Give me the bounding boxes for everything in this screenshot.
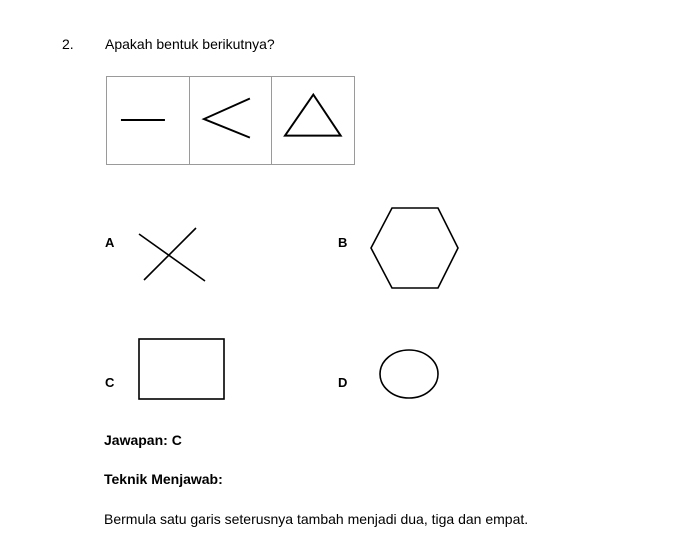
technique-title: Teknik Menjawab: <box>104 471 223 487</box>
sequence-cell-triangle <box>272 77 354 164</box>
sequence-cell-line <box>107 77 190 164</box>
question-text: Apakah bentuk berikutnya? <box>105 36 275 52</box>
answer-text: Jawapan: C <box>104 432 182 448</box>
option-b-letter: B <box>338 235 348 250</box>
sequence-box <box>106 76 355 165</box>
circle-shape-icon <box>376 346 442 402</box>
cross-shape-icon <box>132 224 210 286</box>
triangle-shape-icon <box>272 77 354 164</box>
line-shape-icon <box>107 77 189 164</box>
hexagon-shape-icon <box>366 204 462 292</box>
option-d-letter: D <box>338 375 348 390</box>
technique-text: Bermula satu garis seterusnya tambah menjadi dua, tiga dan empat. <box>104 511 529 527</box>
option-a-letter: A <box>105 235 115 250</box>
sequence-cell-angle <box>190 77 273 164</box>
angle-shape-icon <box>190 77 272 164</box>
rectangle-shape-icon <box>136 336 228 402</box>
question-number: 2. <box>62 36 74 52</box>
option-c-letter: C <box>105 375 115 390</box>
